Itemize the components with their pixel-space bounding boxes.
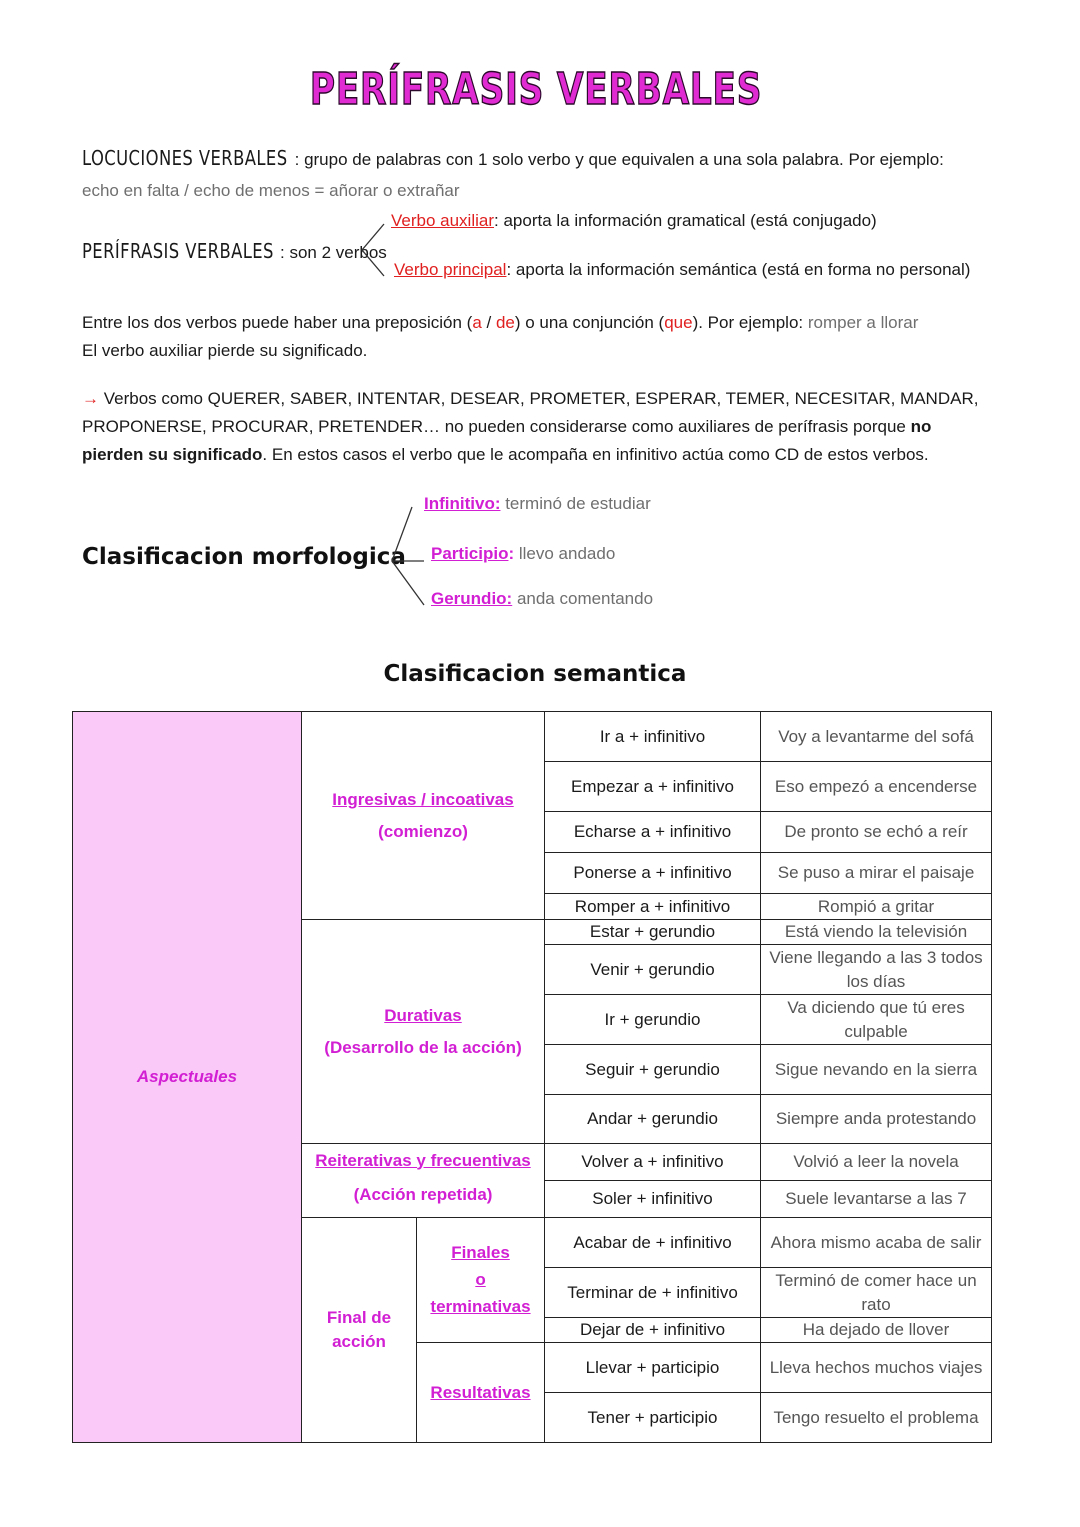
form-cell: Ir + gerundio <box>545 995 761 1045</box>
morfologica-infinitivo: Infinitivo: terminó de estudiar <box>424 494 651 513</box>
example-cell: Sigue nevando en la sierra <box>761 1045 992 1095</box>
form-cell: Estar + gerundio <box>545 920 761 945</box>
locuciones-label: LOCUCIONES VERBALES <box>82 146 288 170</box>
example-cell: Se puso a mirar el paisaje <box>761 853 992 894</box>
example-cell: Está viendo la televisión <box>761 920 992 945</box>
aux-verb-line: Verbo auxiliar: aporta la información gramatical (está conjugado) <box>391 211 877 230</box>
note-line3: pierden su significado. En estos casos el verbo que le acompaña en infinitivo actúa como CD de estos verbos. <box>82 445 929 464</box>
main-verb-line: Verbo principal: aporta la información semántica (está en forma no personal) <box>394 260 971 279</box>
semantica-heading: Clasificacion semantica <box>383 661 687 687</box>
ingresivas-cell: Ingresivas / incoativas (comienzo) <box>302 712 545 920</box>
aspectuales-cell: Aspectuales <box>73 712 302 1443</box>
example-cell: Suele levantarse a las 7 <box>761 1181 992 1218</box>
form-cell: Volver a + infinitivo <box>545 1144 761 1181</box>
form-cell: Ponerse a + infinitivo <box>545 853 761 894</box>
note-line1: → Verbos como QUERER, SABER, INTENTAR, DESEAR, PROMETER, ESPERAR, TEMER, NECESITAR, MANDAR, <box>82 389 979 408</box>
morfologica-bracket-icon <box>388 505 428 609</box>
form-cell: Romper a + infinitivo <box>545 894 761 920</box>
example-cell: Volvió a leer la novela <box>761 1144 992 1181</box>
main-verb-term: Verbo principal <box>394 260 507 279</box>
note-line2: PROPONERSE, PROCURAR, PRETENDER… no pueden considerarse como auxiliares de perífrasis porque no <box>82 417 932 436</box>
aux-verb-term: Verbo auxiliar <box>391 211 495 230</box>
morfologica-participio: Participio: llevo andado <box>431 544 616 563</box>
locuciones-example: echo en falta / echo de menos = añorar o extrañar <box>82 181 460 200</box>
reiterativas-cell: Reiterativas y frecuentivas (Acción repetida) <box>302 1144 545 1218</box>
form-cell: Llevar + participio <box>545 1343 761 1393</box>
durativas-cell: Durativas (Desarrollo de la acción) <box>302 920 545 1144</box>
form-cell: Dejar de + infinitivo <box>545 1318 761 1343</box>
example-cell: Rompió a gritar <box>761 894 992 920</box>
example-cell: Eso empezó a encenderse <box>761 762 992 812</box>
example-cell: Terminó de comer hace un rato <box>761 1268 992 1318</box>
perifrasis-label: PERÍFRASIS VERBALES <box>82 239 274 263</box>
table-row <box>73 712 992 762</box>
form-cell: Acabar de + infinitivo <box>545 1218 761 1268</box>
form-cell: Soler + infinitivo <box>545 1181 761 1218</box>
arrow-icon: → <box>82 389 99 408</box>
form-cell: Tener + participio <box>545 1393 761 1443</box>
final-de-accion-cell: Final de acción <box>302 1218 417 1443</box>
example-cell: Ahora mismo acaba de salir <box>761 1218 992 1268</box>
between-paragraph: Entre los dos verbos puede haber una preposición (a / de) o una conjunción (que). Por ejemplo: romper a llorar <box>82 313 919 332</box>
example-cell: Ha dejado de llover <box>761 1318 992 1343</box>
resultativas-cell: Resultativas <box>417 1343 545 1443</box>
example-cell: Va diciendo que tú eres culpable <box>761 995 992 1045</box>
form-cell: Venir + gerundio <box>545 945 761 995</box>
morfologica-heading: Clasificacion morfologica <box>82 544 406 570</box>
form-cell: Terminar de + infinitivo <box>545 1268 761 1318</box>
example-cell: Lleva hechos muchos viajes <box>761 1343 992 1393</box>
perifrasis-definition: PERÍFRASIS VERBALES : son 2 verbos <box>82 239 387 263</box>
example-cell: Viene llegando a las 3 todos los días <box>761 945 992 995</box>
form-cell: Echarse a + infinitivo <box>545 812 761 853</box>
form-cell: Andar + gerundio <box>545 1095 761 1144</box>
form-cell: Empezar a + infinitivo <box>545 762 761 812</box>
page-title: PERÍFRASIS VERBALES <box>309 64 763 115</box>
form-cell: Ir a + infinitivo <box>545 712 761 762</box>
example-cell: Siempre anda protestando <box>761 1095 992 1144</box>
semantica-table <box>72 711 992 1443</box>
finales-cell: Finales o terminativas <box>417 1218 545 1343</box>
branch-bracket-icon <box>358 222 388 278</box>
locuciones-definition: LOCUCIONES VERBALES : grupo de palabras con 1 solo verbo y que equivalen a una sola palabra. Por ejemplo: <box>82 146 944 170</box>
example-cell: De pronto se echó a reír <box>761 812 992 853</box>
form-cell: Seguir + gerundio <box>545 1045 761 1095</box>
example-cell: Tengo resuelto el problema <box>761 1393 992 1443</box>
example-cell: Voy a levantarme del sofá <box>761 712 992 762</box>
between-line2: El verbo auxiliar pierde su significado. <box>82 341 368 360</box>
morfologica-gerundio: Gerundio: anda comentando <box>431 589 654 608</box>
